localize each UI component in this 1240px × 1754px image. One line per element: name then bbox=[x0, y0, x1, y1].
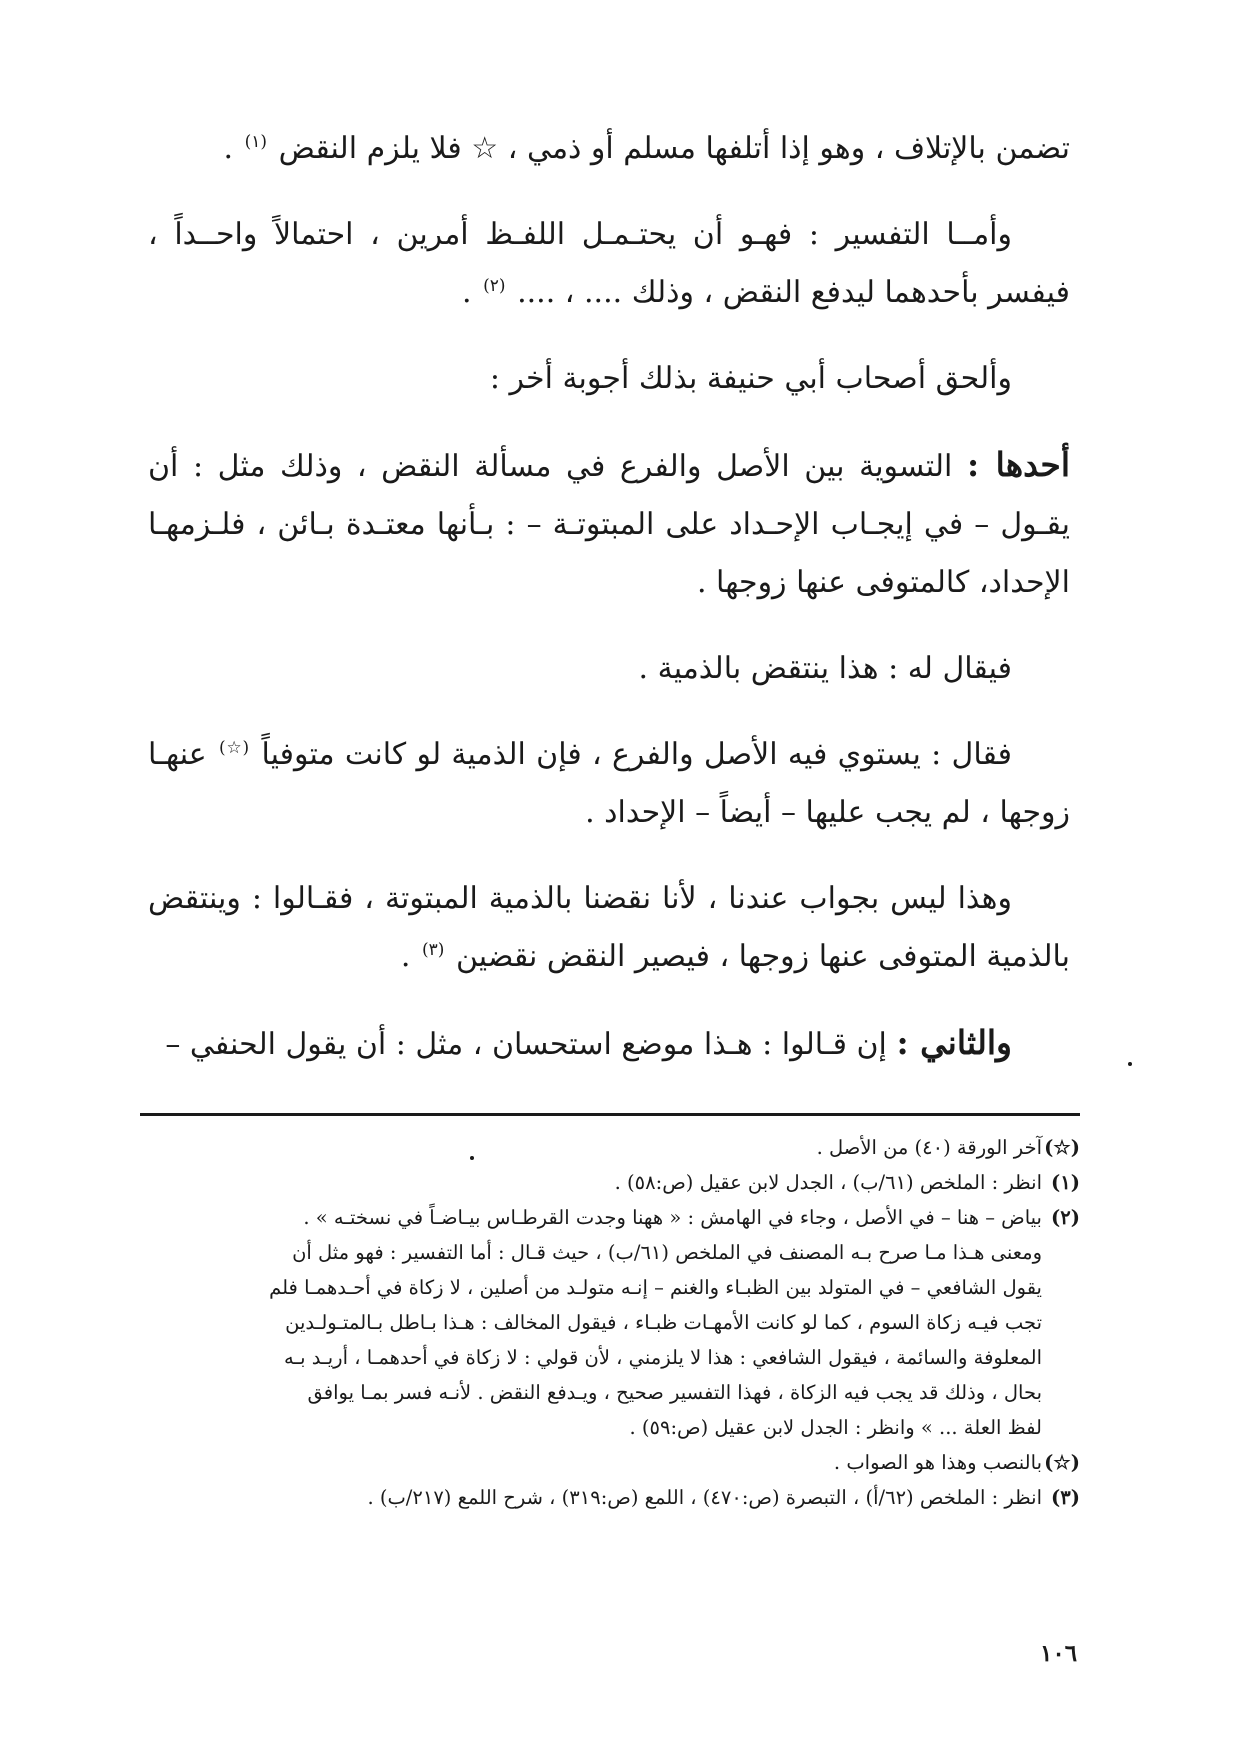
footnote-2-continuation: بحال ، وذلك قد يجب فيه الزكاة ، فهذا التفسير صحيح ، ويـدفع النقض . لأنـه فسر بمـا يوافق bbox=[307, 1381, 1042, 1404]
paragraph-4-lead: أحدها : bbox=[966, 445, 1070, 484]
paragraph-7-text: وهذا ليس بجواب عندنا ، لأنا نقضنا بالذمية المبتوتة ، فقـالوا : وينتقض بالذمية المتوفى عنها زوجها ، فيصير النقض نقضين bbox=[148, 881, 1070, 974]
footnote-ref-star[interactable]: (☆) bbox=[219, 738, 250, 758]
footnote-2-continuation: المعلوفة والسائمة ، فيقول الشافعي : هذا لا يلزمني ، لأن قولي : لا زكاة في أحدهمـا ، أريـد بـه bbox=[284, 1346, 1042, 1369]
paragraph-1 bbox=[148, 120, 1070, 178]
footnote-3 bbox=[148, 1480, 1080, 1515]
footnote-mark: (٣) bbox=[1051, 1486, 1080, 1509]
footnote-text: آخر الورقة (٤٠) من الأصل . bbox=[816, 1136, 1042, 1159]
footnotes-section bbox=[148, 1130, 1080, 1515]
paragraph-4 bbox=[148, 436, 1070, 612]
footnote-text: بياض – هنا – في الأصل ، وجاء في الهامش : « ههنا وجدت القرطـاس بيـاضـاً في نسختـه » . bbox=[303, 1206, 1042, 1229]
paragraph-1-text: تضمن بالإتلاف ، وهو إذا أتلفها مسلم أو ذمي ، ☆ فلا يلزم النقض bbox=[278, 131, 1070, 166]
footnote-text: انظر : الملخص (٦١/ب) ، الجدل لابن عقيل (ص:٥٨) . bbox=[614, 1171, 1042, 1194]
paragraph-2-text: وأمــا التفسير : فهـو أن يحتـمـل اللفـظ أمرين ، احتمالاً واحــداً ، فيفسر بأحدهما ليدفع النقض ، وذلك .... ، .... bbox=[148, 217, 1070, 310]
paragraph-5-text: فيقال له : هذا ينتقض بالذمية . bbox=[638, 651, 1012, 686]
footnote-text: انظر : الملخص (٦٢/أ) ، التبصرة (ص:٤٧٠) ، اللمع (ص:٣١٩) ، شرح اللمع (٢١٧/ب) . bbox=[367, 1486, 1042, 1509]
paragraph-5 bbox=[148, 640, 1070, 698]
main-text bbox=[148, 120, 1070, 1102]
paragraph-6-tail: عنهـا زوجها ، لم يجب عليها – أيضاً – الإحداد . bbox=[148, 737, 1070, 830]
footnote-star-2 bbox=[148, 1445, 1080, 1480]
paragraph-2 bbox=[148, 206, 1070, 322]
paragraph-1-tail: . bbox=[223, 131, 234, 166]
footnote-text: بالنصب وهذا هو الصواب . bbox=[833, 1451, 1042, 1474]
paragraph-3-text: وألحق أصحاب أبي حنيفة بذلك أجوبة أخر : bbox=[489, 361, 1012, 396]
footnote-star-1 bbox=[148, 1130, 1080, 1165]
paragraph-8-text: إن قـالوا : هـذا موضع استحسان ، مثل : أن يقول الحنفي – bbox=[165, 1027, 887, 1062]
footnote-ref-3[interactable]: (٣) bbox=[421, 940, 445, 960]
footnote-ref-2[interactable]: (٢) bbox=[483, 276, 506, 296]
footnote-mark: (☆) bbox=[1044, 1136, 1080, 1159]
paragraph-2-tail: . bbox=[462, 275, 472, 310]
footnote-2-continuation: تجب فيـه زكاة السوم ، كما لو كانت الأمهـات ظبـاء ، فيقول المخالف : هـذا بـاطل بـالمتـولـدين bbox=[285, 1311, 1042, 1334]
footnote-mark: (٢) bbox=[1051, 1206, 1080, 1229]
paragraph-3 bbox=[148, 350, 1070, 408]
footnote-2-continuation: لفظ العلة ... » وانظر : الجدل لابن عقيل (ص:٥٩) . bbox=[629, 1416, 1042, 1439]
footnote-2-continuation: ومعنى هـذا مـا صرح بـه المصنف في الملخص (٦١/ب) ، حيث قـال : أما التفسير : فهو مثل أن bbox=[292, 1241, 1042, 1264]
footnote-mark: (☆) bbox=[1044, 1451, 1080, 1474]
paragraph-4-text: التسوية بين الأصل والفرع في مسألة النقض ، وذلك مثل : أن يقـول – في إيجـاب الإحـداد على المبتوتـة – : بـأنها معتـدة بـائن ، فلـزمهـا الإحداد، كالمتوفى عنها زوجها . bbox=[148, 449, 1070, 600]
paragraph-7 bbox=[148, 870, 1070, 986]
scan-speck bbox=[1128, 1062, 1132, 1066]
page-number: ١٠٦ bbox=[1040, 1640, 1078, 1667]
paragraph-6-text: فقال : يستوي فيه الأصل والفرع ، فإن الذمية لو كانت متوفياً bbox=[261, 737, 1012, 772]
paragraph-7-tail: . bbox=[400, 939, 411, 974]
footnote-ref-1[interactable]: (١) bbox=[244, 132, 268, 152]
paragraph-6 bbox=[148, 726, 1070, 842]
footnote-2-continuation: يقول الشافعي – في المتولد بين الظبـاء والغنم – إنـه متولـد من أصلين ، لا زكاة في أحـدهمـا فلم bbox=[269, 1276, 1042, 1299]
paragraph-8 bbox=[148, 1014, 1070, 1074]
footnote-separator bbox=[140, 1113, 1080, 1116]
footnote-2 bbox=[148, 1200, 1080, 1235]
paragraph-8-lead: والثاني : bbox=[896, 1023, 1012, 1062]
footnote-mark: (١) bbox=[1051, 1171, 1080, 1194]
footnote-1 bbox=[148, 1165, 1080, 1200]
